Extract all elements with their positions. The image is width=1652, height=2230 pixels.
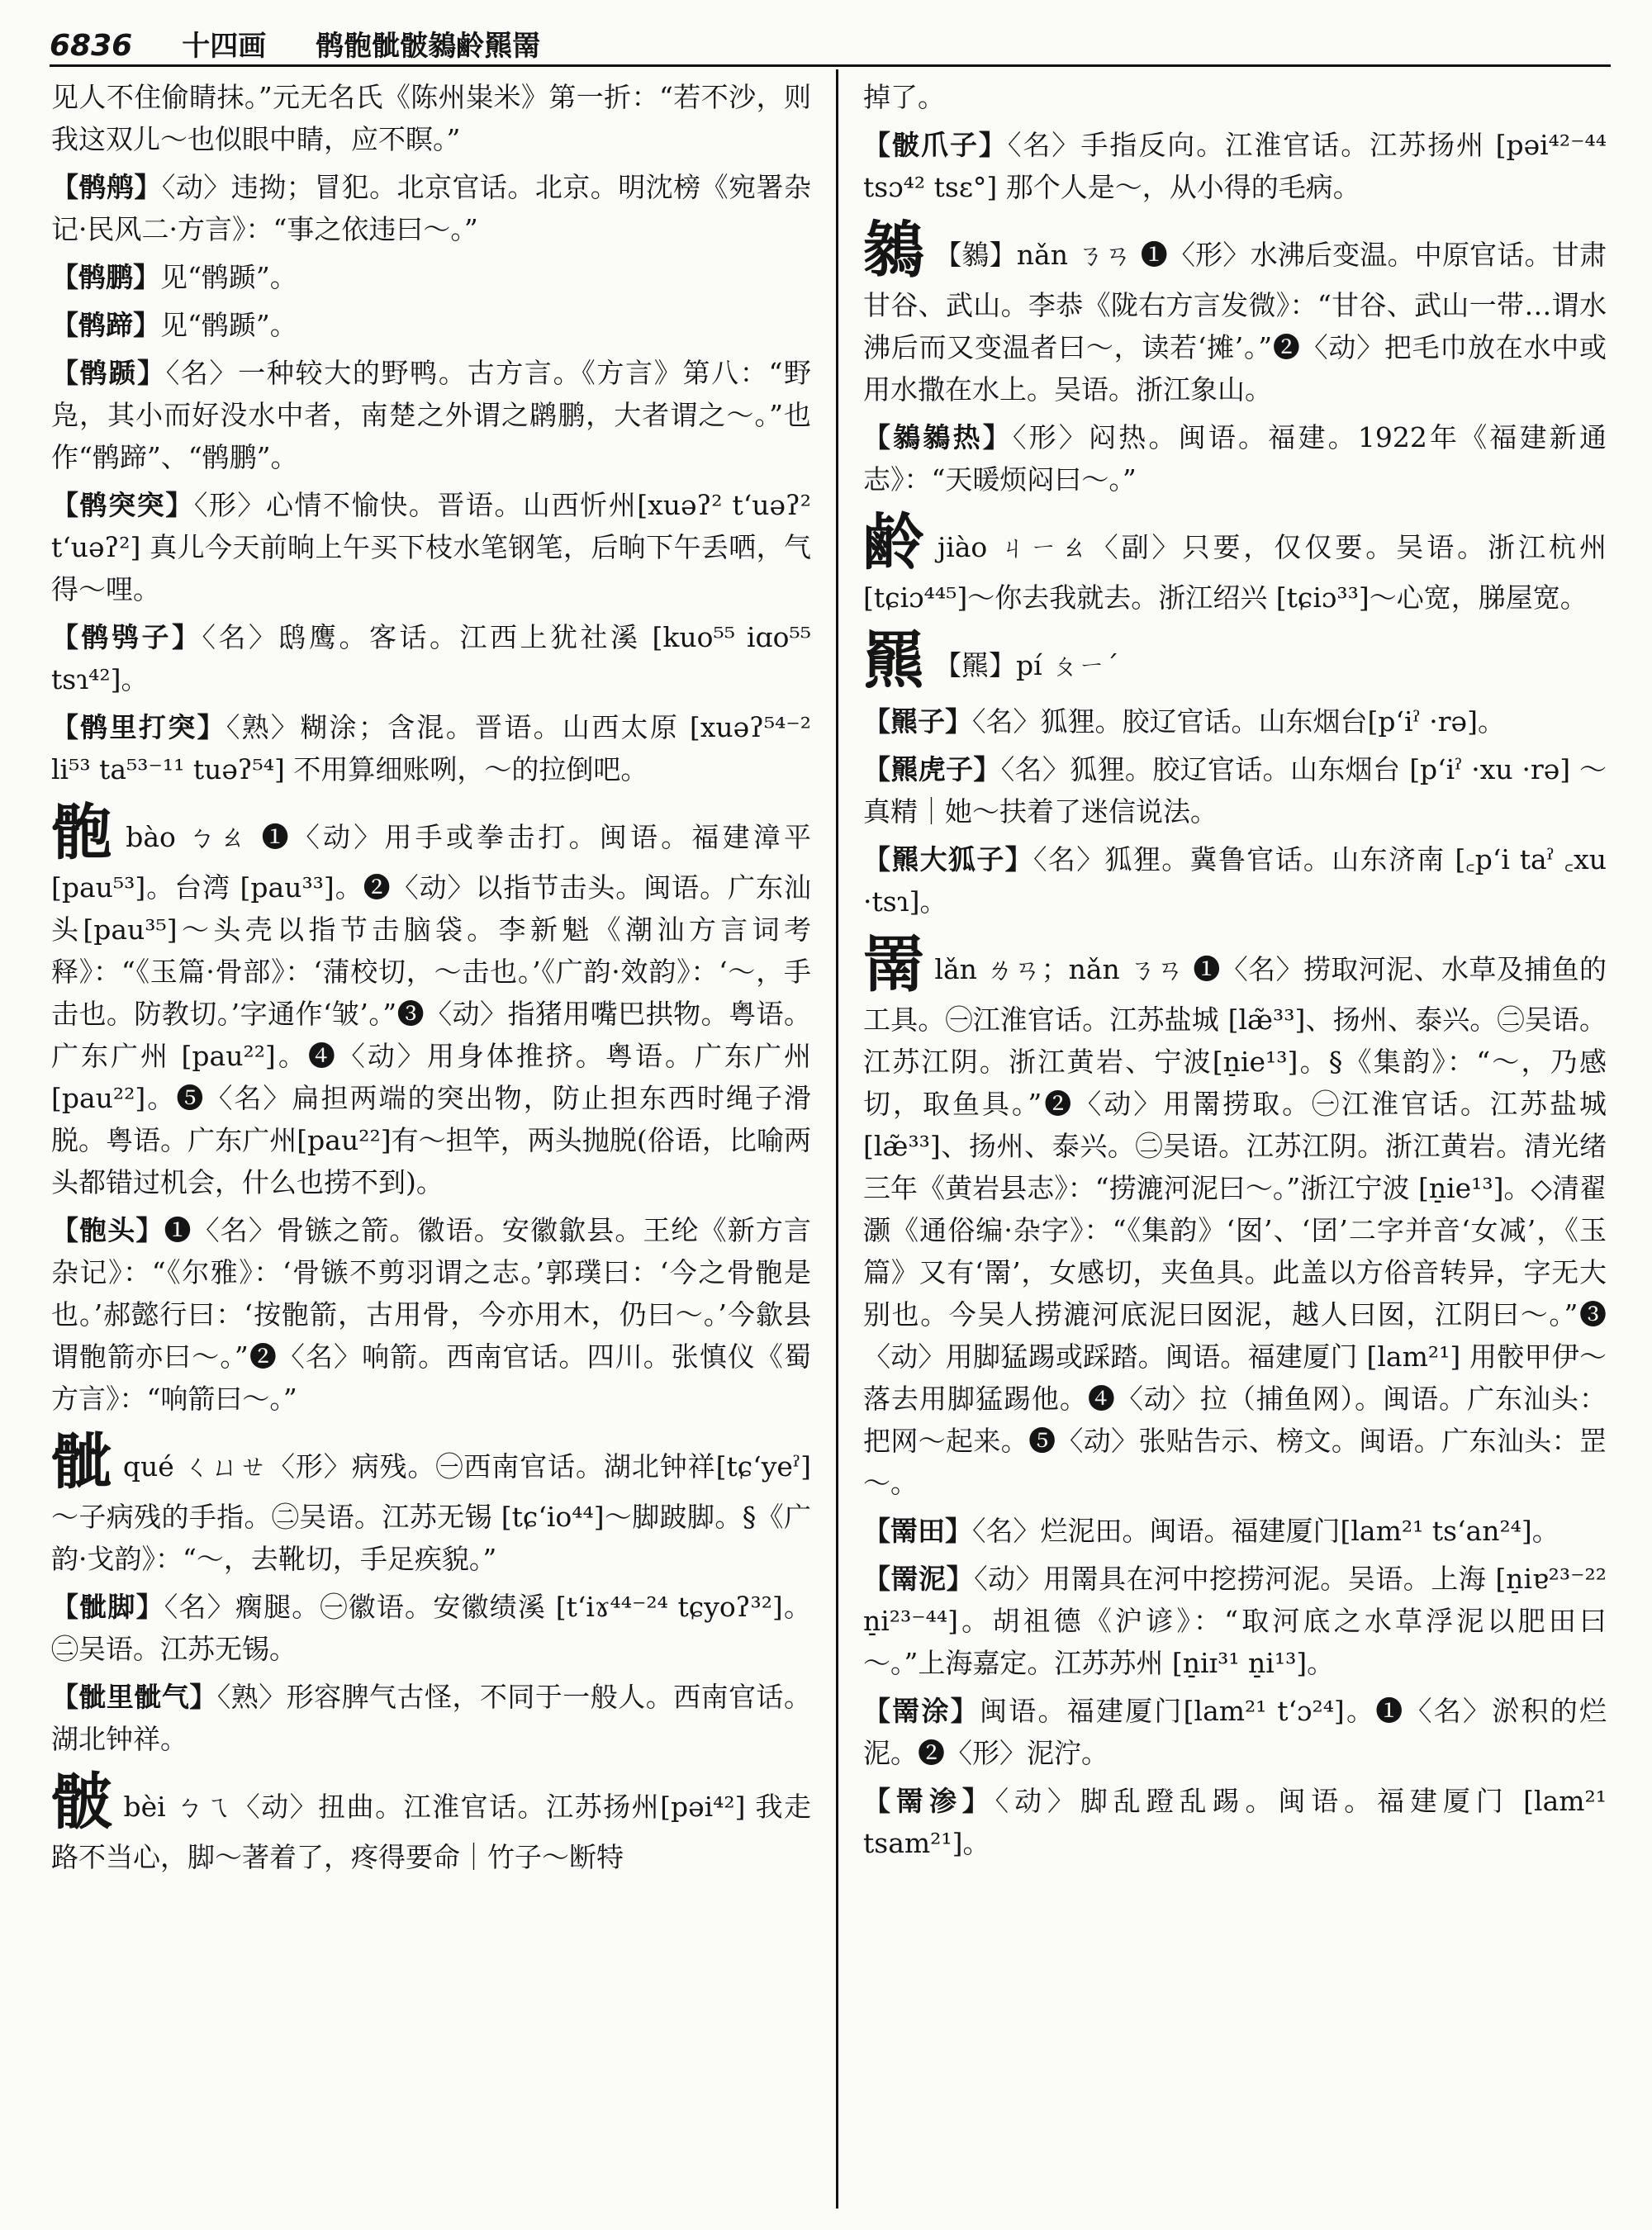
char-entry [863,216,1607,410]
entry-definition: 〈动〉脚乱蹬乱踢。闽语。福建厦门 [lam²¹ tsam²¹]。 [863,1785,1607,1859]
left-column [51,76,811,1884]
entry-headword: 【骲头】 [51,1214,164,1246]
entry-headword: 【鹘突突】 [51,489,194,521]
entry-definition: 〈熟〉糊涂；含混。晋语。山西太原 [xuəʔ⁵⁴⁻² li⁵³ ta⁵³⁻¹¹ tuəʔ⁵⁴] 不用算细账咧，～的拉倒吧。 [51,711,811,785]
entry-headword: 【罱泥】 [863,1563,975,1595]
entry-headword: 【羆虎子】 [863,753,1001,785]
entry-headword: 【骳爪子】 [863,129,1008,161]
entry-headword: 【骴里骴气】 [51,1681,217,1713]
entry-definition: jiào ㄐㄧㄠ〈副〉只要，仅仅要。吴语。浙江杭州 [tɕiɔ⁴⁴⁵]～你去我就去。浙江绍兴 [tɕiɔ³³]～心宽，䏲屋宽。 [863,531,1607,614]
char-headword: 骲 [51,797,116,868]
entry-definition: 【鶨】nǎn ㄋㄢ ❶〈形〉水沸后变温。中原官话。甘肃甘谷、武山。李恭《陇右方言发微》：“甘谷、武山一带…谓水沸后而又变温者曰～，读若‘摊’。”❷〈动〉把毛巾放在水中或用水撒在水上。吴语。浙江象山。 [863,239,1607,406]
entry-definition: 掉了。 [863,81,945,113]
char-entry [51,1768,811,1878]
header-rule [50,64,1611,67]
entry-definition: 〈动〉用罱具在河中挖捞河泥。吴语。上海 [n̠iɐ²³⁻²² n̠i²³⁻⁴⁴]。胡祖德《沪谚》：“取河底之水草浮泥以肥田曰～。”上海嘉定。江苏苏州 [n̠iɪ³¹ n̠i¹³]。 [863,1563,1607,1679]
sub-entry [51,1676,811,1760]
entry-definition: lǎn ㄌㄢ；nǎn ㄋㄢ ❶〈名〉捞取河泥、水草及捕鱼的工具。㊀江淮官话。江苏盐城 [læ̃³³]、扬州、泰兴。㊁吴语。江苏江阴。浙江黄岩、宁波[n̠ie¹³]。§《集韵》：“～，乃感切，取鱼具。”❷〈动〉用罱捞取。㊀江淮官话。江苏盐城 [læ̃³³]、扬州、泰兴。㊁吴语。江苏江阴。浙江黄岩。清光绪三年《黄岩县志》：“捞漉河泥曰～。”浙江宁波 [n̠ie¹³]。◇清翟灏《通俗编·杂字》：“《集韵》‘囡’、‘囝’二字并音‘女减’，《玉篇》又有‘罱’，女感切，夹鱼具。此盖以方俗音转异，字无大别也。今吴人捞漉河底泥曰囡泥，越人曰囡，江阴曰～。”❸〈动〉用脚猛踢或踩踏。闽语。福建厦门 [lam²¹] 用骹甲伊～落去用脚猛踢他。❹〈动〉拉（捕鱼网）。闽语。广东汕头：把网～起来。❺〈动〉张贴告示、榜文。闽语。广东汕头：罡～。 [863,953,1607,1499]
entry-definition: 〈动〉违拗；冒犯。北京官话。北京。明沈榜《宛署杂记·民风二·方言》：“事之依违曰～。” [51,171,812,245]
entry-definition: 〈名〉狐狸。冀鲁官话。山东济南 [꜀pʻi taˀ ꜀xu ·tsɿ]。 [863,843,1607,918]
sub-entry [863,1510,1607,1552]
entry-headword: 【骴脚】 [51,1591,164,1623]
entry-definition: 〈名〉狐狸。胶辽官话。山东烟台 [pʻiˀ ·xu ·rə] ～真精｜她～扶着了迷信说法。 [863,753,1607,828]
char-entry [863,931,1607,1504]
char-headword: 骴 [51,1426,113,1497]
sub-entry [51,256,811,298]
entry-headword: 【鹘鹏】 [51,261,160,293]
entry-headword: 【羆大狐子】 [863,843,1034,875]
entry-headword: 【罱涂】 [863,1695,980,1727]
sub-entry [863,416,1607,501]
entry-definition: 〈形〉心情不愉快。晋语。山西忻州[xuəʔ² tʻuəʔ² tʻuəʔ²] 真儿今天前晌上午买下枝水笔钢笔，后晌下午丢哂，气得～哩。 [51,489,811,605]
entry-headword: 【罱渗】 [863,1785,995,1817]
entry-headword: 【鹘踬】 [51,357,166,389]
header-headwords: 鹘骲骴骳鶨鹷羆罱 [316,30,541,63]
entry-definition: 见“鹘踬”。 [160,261,297,293]
sub-entry [51,616,811,700]
entry-headword: 【鹘鸼】 [51,171,162,203]
entry-headword: 【罱田】 [863,1515,972,1547]
page-header [50,23,1602,61]
page-number: 6836 [50,29,133,63]
entry-definition: 〈名〉烂泥田。闽语。福建厦门[lam²¹ tsʻan²⁴]。 [972,1515,1559,1547]
entry-definition: 〈名〉一种较大的野鸭。古方言。《方言》第八：“野凫，其小而好没水中者，南楚之外谓之䴙鹏，大者谓之～。”也作“鹘蹄”、“鹘鹏”。 [51,357,811,473]
char-headword: 骳 [51,1767,114,1838]
sub-entry [51,1586,811,1670]
entry-headword: 【鶨鶨热】 [863,421,1013,453]
char-entry [863,509,1607,619]
entry-definition: 〈名〉瘸腿。㊀徽语。安徽绩溪 [tʻiɤ⁴⁴⁻²⁴ tɕyoʔ³²]。㊁吴语。江苏无锡。 [51,1591,812,1665]
continuation-text [51,76,811,160]
right-column [863,76,1607,1870]
section-label: 十四画 [182,30,267,63]
entry-definition: 【羆】pí ㄆㄧˊ [934,649,1119,681]
entry-headword: 【羆子】 [863,705,972,738]
column-divider [836,69,838,2209]
sub-entry [51,352,811,478]
char-entry [863,627,1607,695]
entry-definition: bào ㄅㄠ ❶〈动〉用手或拳击打。闽语。福建漳平[pau⁵³]。台湾 [pau³³]。❷〈动〉以指节击头。闽语。广东汕头[pau³⁵]～头壳以指节击脑袋。李新魁《潮汕方言词考释》：“《玉篇·骨部》：‘蒲校切，～击也。’《广韵·效韵》：‘～，手击也。防教切。’字通作‘皱’。”❸〈动〉指猪用嘴巴拱物。粤语。广东广州 [pau²²]。❹〈动〉用身体推挤。粤语。广东广州 [pau²²]。❺〈名〉扁担两端的突出物，防止担东西时绳子滑脱。粤语。广东广州[pau²²]有～担竿，两头抛脱(俗语，比喻两头都错过机会，什么也捞不到)。 [51,821,811,1198]
char-headword: 鶨 [863,215,925,286]
sub-entry [863,748,1607,833]
char-entry [51,1428,811,1580]
entry-definition: qué ㄑㄩㄝ〈形〉病残。㊀西南官话。湖北钟祥[tɕʻyeˀ]～子病残的手指。㊁吴语。江苏无锡 [tɕʻio⁴⁴]～脚跛脚。§《广韵·戈韵》：“～，去靴切，手足疾貌。” [51,1450,811,1575]
entry-headword: 【鹘蹄】 [51,309,160,341]
entry-definition: 〈名〉手指反向。江淮官话。江苏扬州 [pəi⁴²⁻⁴⁴ tsɔ⁴² tsɛ°] 那个人是～，从小得的毛病。 [863,129,1607,203]
sub-entry [51,304,811,346]
entry-definition: 见“鹘踬”。 [160,309,297,341]
char-headword: 鹷 [863,507,928,578]
char-headword: 羆 [863,625,924,696]
sub-entry [863,838,1607,923]
sub-entry [51,166,811,250]
entry-definition: 〈名〉狐狸。胶辽官话。山东烟台[pʻiˀ ·rə]。 [972,705,1505,738]
entry-headword: 【鹘里打突】 [51,711,226,743]
char-entry [51,799,811,1203]
entry-definition: 见人不住偷睛抹。”元无名氏《陈州粜米》第一折：“若不沙，则我这双儿～也似眼中睛，应不瞑。” [51,81,811,155]
sub-entry [51,484,811,610]
entry-definition: 闽语。福建厦门[lam²¹ tʻɔ²⁴]。❶〈名〉淤积的烂泥。❷〈形〉泥泞。 [863,1695,1607,1769]
continuation-text [863,76,1607,118]
entry-definition: 〈熟〉形容脾气古怪，不同于一般人。西南官话。湖北钟祥。 [51,1681,812,1755]
char-headword: 罱 [863,929,925,1000]
sub-entry [51,706,811,790]
sub-entry [863,700,1607,743]
sub-entry [863,1780,1607,1864]
entry-definition: bèi ㄅㄟ〈动〉扭曲。江淮官话。江苏扬州[pəi⁴²] 我走路不当心，脚～著着了，疼得要命｜竹子～断特 [51,1791,811,1873]
entry-headword: 【鹘鸮子】 [51,621,202,653]
sub-entry [863,1690,1607,1774]
sub-entry [863,1558,1607,1684]
sub-entry [51,1209,811,1420]
entry-definition: 〈形〉闷热。闽语。福建。1922年《福建新通志》：“天暖烦闷曰～。” [863,421,1607,496]
entry-definition: ❶〈名〉骨镞之箭。徽语。安徽歙县。王纶《新方言杂记》：“《尔雅》：‘骨镞不剪羽谓之志。’郭璞曰：‘今之骨骲是也。’郝懿行曰：‘按骲箭，古用骨，今亦用木，仍曰～。’今歙县谓骲箭亦曰～。”❷〈名〉响箭。西南官话。四川。张慎仪《蜀方言》：“响箭曰～。” [51,1214,812,1415]
sub-entry [863,124,1607,208]
entry-definition: 〈名〉鸱鹰。客话。江西上犹社溪 [kuo⁵⁵ iɑo⁵⁵ tsɿ⁴²]。 [51,621,811,695]
